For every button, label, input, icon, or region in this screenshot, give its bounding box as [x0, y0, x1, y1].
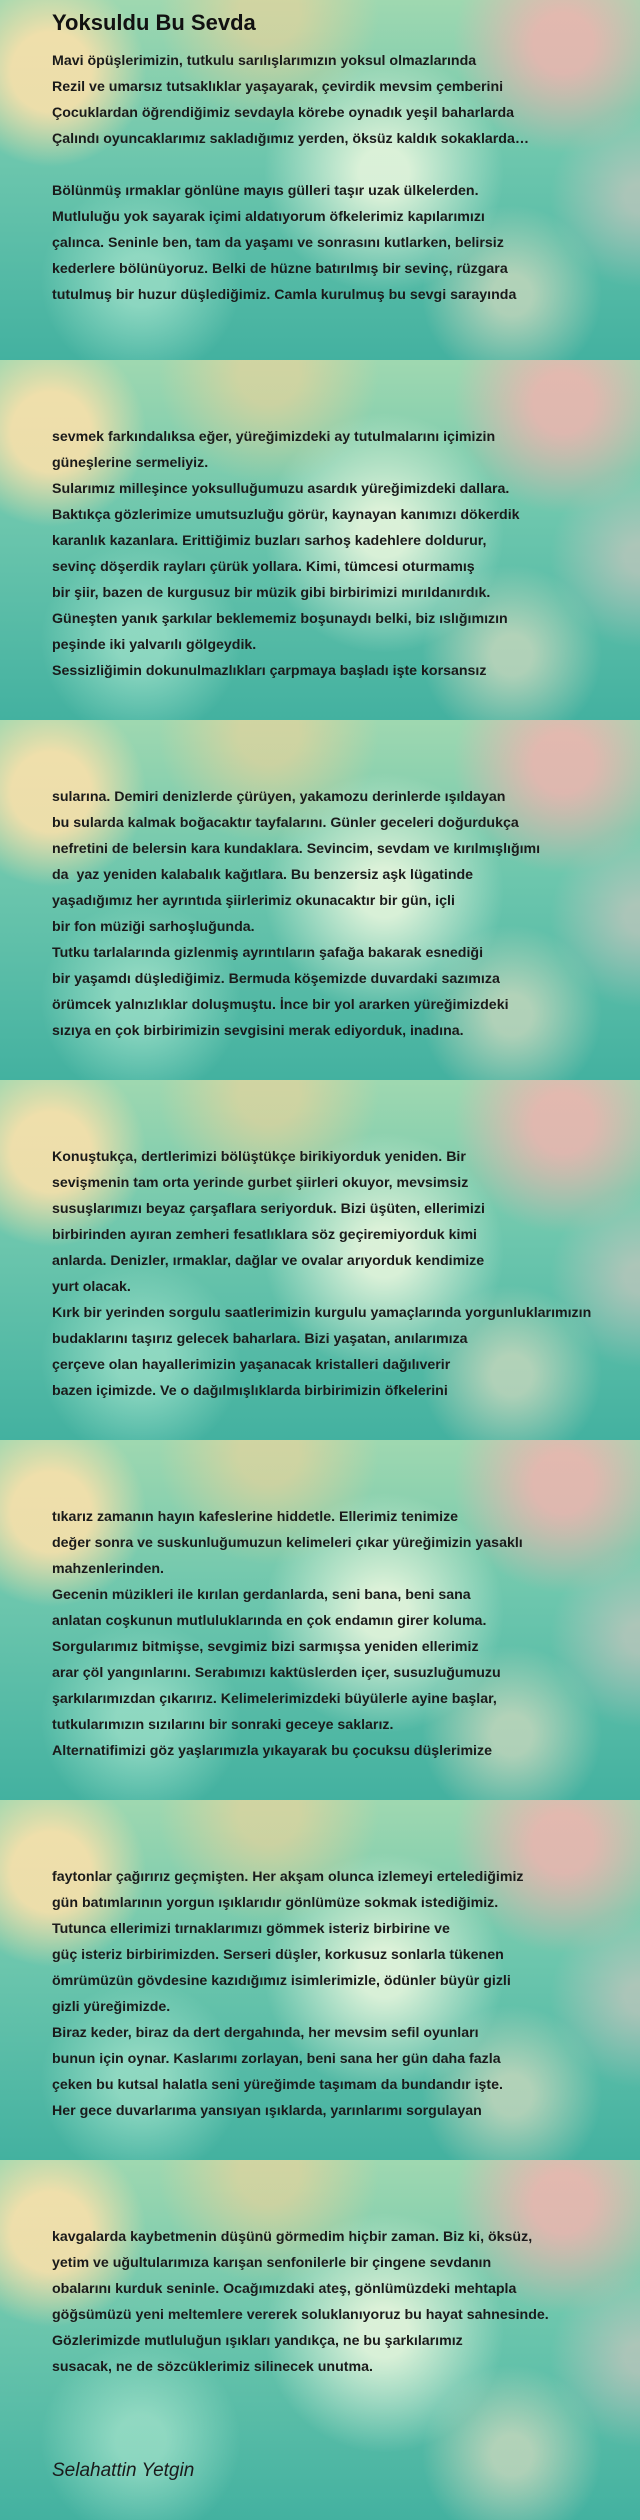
poem-stanza-6: faytonlar çağırırız geçmişten. Her akşam olunca izlemeyi ertelediğimiz gün batımlarının yorgun ışıklarıdır gönlümüze sokmak istediğimiz. Tutunca ellerimizi tırnaklarımızı gömmek isteriz birbirine ve güç isteriz birbirimizden. Serseri düşler, korkusuz sonlarla tükenen ömrümüzün gövdesine kazıdığımız isimlerimizle, ödünler büyür gizli gizli yüreğimizde. Biraz keder, biraz da dert dergahında, her mevsim sefil oyunları bunun için oynar. Kaslarımı zorlayan, beni sana her gün daha fazla çeken bu kutsal halatla seni yüreğimde taşımam da bundandır işte. Her gece duvarlarıma yansıyan ışıklarda, yarınlarımı sorgulayan — [52, 1869, 524, 2119]
poem-stanza-2: sevmek farkındalıksa eğer, yüreğimizdeki ay tutulmalarını içimizin güneşlerine sermeliyiz. Sularımız milleşince yoksulluğumuzu asardık yüreğimizdeki dallara. Baktıkça gözlerimize umutsuzluğu görür, kaynayan kanımızı dökerdik karanlık kazanlara. Erittiğimiz buzları sarhoş kadehlere doldurur, sevinç döşerdik rayları çürük yollara. Kimi, tümcesi oturmamış bir şiir, bazen de kurgusuz bir müzik gibi birbirimizi mırıldanırdık. Güneşten yanık şarkılar beklememiz boşunaydı belki, biz ıslığımızın peşinde iki yalvarılı gölgeydik. Sessizliğimin dokunulmazlıkları çarpmaya başladı işte korsansız — [52, 429, 520, 679]
poem-stanza-4: Konuştukça, dertlerimizi bölüştükçe birikiyorduk yeniden. Bir sevişmenin tam orta yerinde gurbet şiirleri okuyor, mevsimsiz susuşlarımızı beyaz çarşaflara seriyorduk. Bizi üşüten, ellerimizi birbirinden ayıran zemheri fesatlıklara söz geçiremiyorduk kimi anlarda. Denizler, ırmaklar, dağlar ve ovalar arıyorduk kendimize yurt olacak. Kırk bir yerinden sorgulu saatlerimizin kurgulu yamaçlarında yorgunluklarımızın budaklarını taşırız gelecek baharlara. Bizi yaşatan, anılarımıza çerçeve olan hayallerimizin yaşanacak kristalleri dağılıverir bazen içimizde. Ve o dağılmışlıklarda birbirimizin öfkelerini — [52, 1149, 592, 1399]
poem-panel-3 — [0, 720, 640, 1080]
poem-author: Selahattin Yetgin — [52, 2460, 195, 2481]
poem-stanza-5: tıkarız zamanın hayın kafeslerine hiddetle. Ellerimiz tenimize değer sonra ve suskunluğumuzun kelimeleri çıkar yüreğimizin yasaklı mahzenlerinden. Gecenin müzikleri ile kırılan gerdanlarda, seni bana, beni sana anlatan coşkunun mutluluklarında en çok endamın girer koluma. Sorgularımız bitmişse, sevgimiz bizi sarmışsa yeniden ellerimiz arar çöl yangınlarını. Serabımızı kaktüslerden içer, susuzluğumuzu şarkılarımızdan çıkarırız. Kelimelerimizdeki büyülerle ayine başlar, tutkularımızın sızılarını bir sonraki geceye saklarız. Alternatifimizi göz yaşlarımızla yıkayarak bu çocuksu düşlerimize — [52, 1509, 523, 1759]
poem-panel-7 — [0, 2160, 640, 2520]
poem-stanza-7: kavgalarda kaybetmenin düşünü görmedim hiçbir zaman. Biz ki, öksüz, yetim ve uğultularımıza karışan senfonilerle bir çingene sevdanın obalarını kurduk seninle. Ocağımızdaki ateş, gönlümüzdeki mehtapla göğsümüzü yeni meltemlere vererek soluklanıyoruz bu hayat sahnesinde. Gözlerimizde mutluluğun ışıkları yandıkça, ne bu şarkılarımız susacak, ne de sözcüklerimiz silinecek unutma. — [52, 2229, 549, 2375]
poem-panel-5 — [0, 1440, 640, 1800]
poem-panel-4 — [0, 1080, 640, 1440]
poem-panel-6 — [0, 1800, 640, 2160]
poem-panel-2 — [0, 360, 640, 720]
poem-panel-1 — [0, 0, 640, 360]
poem-stanza-1: Mavi öpüşlerimizin, tutkulu sarılışlarımızın yoksul olmazlarında Rezil ve umarsız tutsaklıklar yaşayarak, çevirdik mevsim çemberini Çocuklardan öğrendiğimiz sevdayla körebe oynadık yeşil baharlarda Çalındı oyuncaklarımız sakladığımız yerden, öksüz kaldık sokaklarda… Bölünmüş ırmaklar gönlüne mayıs gülleri taşır uzak ülkelerden. Mutluluğu yok sayarak içimi aldatıyorum öfkelerimiz kapılarımızı çalınca. Seninle ben, tam da yaşamı ve sonrasını kutlarken, belirsiz kederlere bölünüyoruz. Belki de hüzne batırılmış bir sevinç, rüzgara tutulmuş bir huzur düşlediğimiz. Camla kurulmuş bu sevgi sarayında — [52, 53, 530, 303]
poem-stanza-3: sularına. Demiri denizlerde çürüyen, yakamozu derinlerde ışıldayan bu sularda kalmak boğacaktır tayfalarını. Günler geceleri doğurdukça nefretini de belersin kara kundaklara. Sevincim, sevdam ve kırılmışlığımı da yaz yeniden kalabalık kağıtlara. Bu benzersiz aşk lügatinde yaşadığımız her ayrıntıda şiirlerimiz okunacaktır bir gün, içli bir fon müziği sarhoşluğunda. Tutku tarlalarında gizlenmiş ayrıntıların şafağa bakarak esnediği bir yaşamdı düşlediğimiz. Bermuda köşemizde duvardaki sazımıza örümcek yalnızlıklar doluşmuştu. İnce bir yol ararken yüreğimizdeki sızıya en çok birbirimizin sevgisini merak ediyorduk, inadına. — [52, 789, 541, 1039]
poem-title: Yoksuldu Bu Sevda — [52, 10, 256, 35]
